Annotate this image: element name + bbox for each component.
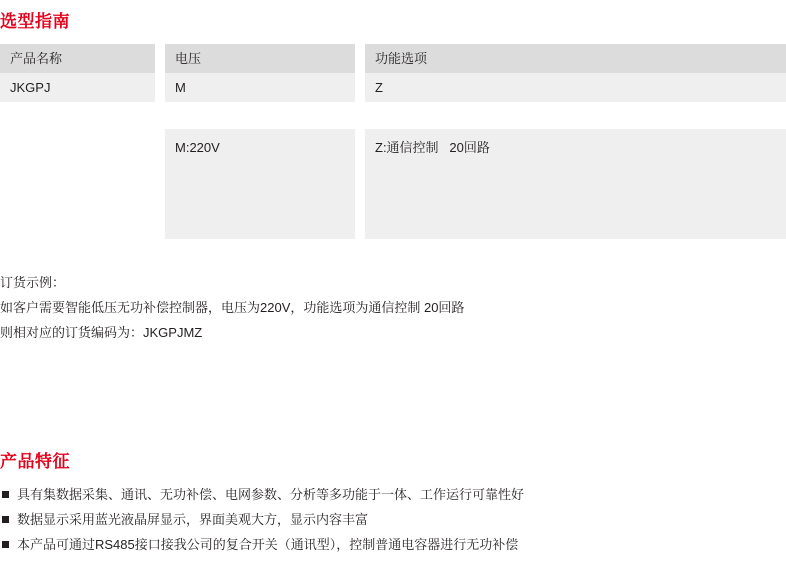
list-item: [0, 507, 786, 532]
header-function-option: 功能选项: [365, 44, 786, 73]
value-product-name: JKGPJ: [0, 73, 155, 102]
column-gap: [155, 73, 165, 102]
feature-text: 具有集数据采集、通讯、无功补偿、电网参数、分析等多功能于一体、工作运行可靠性好: [17, 487, 525, 502]
product-features-title: 产品特征: [0, 452, 70, 471]
column-gap: [155, 44, 165, 73]
product-features-list: [0, 482, 786, 557]
square-bullet-icon: [2, 541, 9, 548]
table-value-row: [0, 73, 786, 102]
list-item: [0, 482, 786, 507]
header-voltage: 电压: [165, 44, 355, 73]
column-gap: [355, 73, 365, 102]
list-item: [0, 532, 786, 557]
ordering-example-block: [0, 270, 786, 345]
table-header-row: [0, 44, 786, 73]
feature-text: 本产品可通过RS485接口接我公司的复合开关（通讯型），控制普通电容器进行无功补偿: [17, 537, 519, 552]
selection-guide-title: 选型指南: [0, 12, 70, 31]
column-gap: [355, 129, 365, 239]
description-product-name: [0, 129, 155, 239]
square-bullet-icon: [2, 516, 9, 523]
header-product-name: 产品名称: [0, 44, 155, 73]
value-function-option: Z: [365, 73, 786, 102]
square-bullet-icon: [2, 491, 9, 498]
feature-text: 数据显示采用蓝光液晶屏显示，界面美观大方，显示内容丰富: [17, 512, 369, 527]
description-voltage: M:220V: [165, 129, 355, 239]
column-gap: [355, 44, 365, 73]
ordering-heading: 订货示例：: [0, 275, 66, 290]
value-voltage: M: [165, 73, 355, 102]
ordering-line-1: 如客户需要智能低压无功补偿控制器，电压为220V，功能选项为通信控制 20回路: [0, 300, 465, 315]
description-function-option: Z:通信控制 20回路: [365, 129, 786, 239]
table-description-row: [0, 129, 786, 239]
selection-guide-table: [0, 44, 786, 239]
column-gap: [155, 129, 165, 239]
table-spacer: [0, 102, 786, 129]
ordering-line-2: 则相对应的订货编码为：JKGPJMZ: [0, 325, 203, 340]
